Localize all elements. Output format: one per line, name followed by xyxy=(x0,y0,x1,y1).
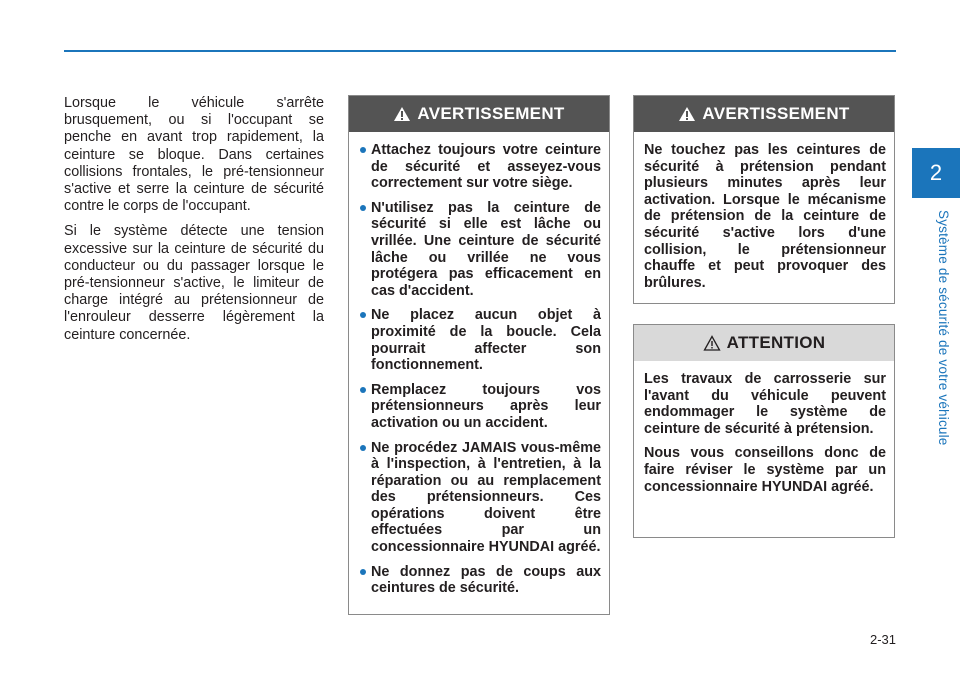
list-item: Attachez toujours votre ceinture de sécurité et asseyez-vous correctement sur votre siège. xyxy=(359,142,601,192)
warning-box-2 xyxy=(633,95,895,304)
paragraph: Si le système détecte une tension excessive sur la ceinture de sécurité du conducteur ou du passager lorsque le pré-tensionneur s'active, le limiteur de charge intégré au prétensionneur de l'enrouleur desserre légèrement la ceinture concernée. xyxy=(64,223,324,343)
list-item: N'utilisez pas la ceinture de sécurité si elle est lâche ou vrillée. Une ceinture de sécurité lâche ou vrillée ne vous protégera pas efficacement en cas d'accident. xyxy=(359,200,601,300)
chapter-tab xyxy=(912,148,960,198)
warning-heading: AVERTISSEMENT xyxy=(702,104,850,123)
list-item: Ne procédez JAMAIS vous-même à l'inspection, à l'entretien, à la réparation ou au remplacement des prétensionneurs. Ces opérations doivent être effectuées par un concessionnaire HYUNDAI agréé. xyxy=(359,440,601,556)
warning-triangle-icon xyxy=(703,335,721,351)
warning-triangle-icon xyxy=(393,106,411,122)
paragraph: Lorsque le véhicule s'arrête brusquement, ou si l'occupant se penche en avant trop rapidement, la ceinture se bloque. Dans certaines collisions frontales, le pré-tensionneur s'active et serre la ceinture de sécurité contre le corps de l'occupant. xyxy=(64,95,324,215)
warning-text: Ne touchez pas les ceintures de sécurité à prétension pendant plusieurs minutes après leur activation. Lorsque le mécanisme de prétension de la ceinture de sécurité s'active lors d'une collision, le prétensionneur chauffe et peut provoquer des brûlures. xyxy=(644,142,886,291)
warning-header xyxy=(349,96,609,132)
list-item: Ne donnez pas de coups aux ceintures de sécurité. xyxy=(359,564,601,597)
page-number: 2-31 xyxy=(869,632,896,647)
chapter-title: Système de sécurité de votre véhicule xyxy=(936,210,951,446)
warning-box xyxy=(348,95,610,615)
attention-heading: ATTENTION xyxy=(726,333,826,352)
attention-box xyxy=(633,324,895,538)
warning-header xyxy=(634,96,894,132)
attention-text: Nous vous conseillons donc de faire réviser le système par un concessionnaire HYUNDAI agréé. xyxy=(644,445,886,495)
attention-text: Les travaux de carrosserie sur l'avant du véhicule peuvent endommager le système de ceinture de sécurité à prétension. xyxy=(644,371,886,437)
warning-heading: AVERTISSEMENT xyxy=(417,104,565,123)
chapter-side-title xyxy=(936,210,960,460)
attention-header xyxy=(634,325,894,361)
left-column xyxy=(64,95,324,352)
list-item: Remplacez toujours vos prétensionneurs après leur activation ou un accident. xyxy=(359,382,601,432)
warning-list xyxy=(359,142,601,597)
list-item: Ne placez aucun objet à proximité de la boucle. Cela pourrait affecter son fonctionnement. xyxy=(359,307,601,373)
chapter-number: 2 xyxy=(929,160,943,185)
top-rule xyxy=(64,50,896,52)
warning-triangle-icon xyxy=(678,106,696,122)
